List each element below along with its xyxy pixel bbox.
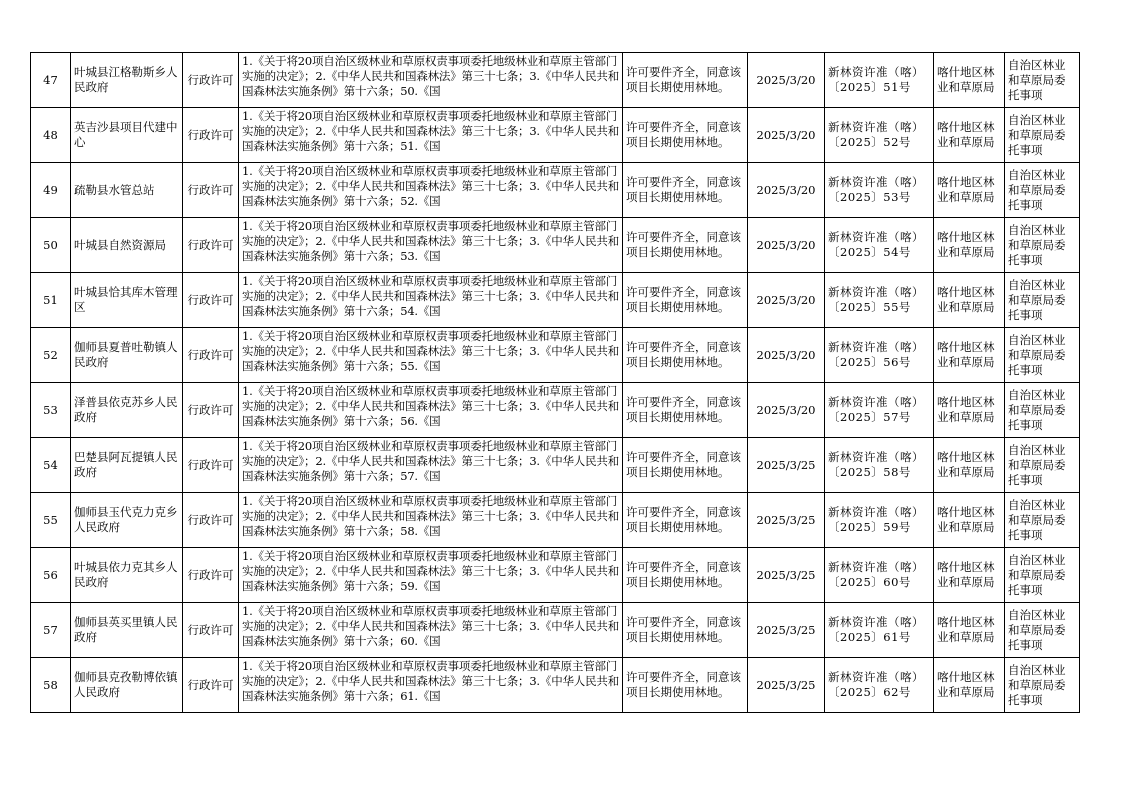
legal-basis-cell: 1.《关于将20项自治区级林业和草原权责事项委托地级林业和草原主管部门实施的决定》；2.《中华人民共和国森林法》第三十七条；3.《中华人民共和国森林法实施条例》第十六条；57.《国 bbox=[239, 438, 623, 493]
decision-date-cell: 2025/3/20 bbox=[748, 273, 825, 328]
remarks-cell: 自治区林业和草原局委托事项 bbox=[1005, 108, 1080, 163]
applicant-name-cell: 叶城县恰其库木管理区 bbox=[71, 273, 183, 328]
decision-date-cell: 2025/3/20 bbox=[748, 108, 825, 163]
remarks-cell: 自治区林业和草原局委托事项 bbox=[1005, 438, 1080, 493]
permit-table bbox=[30, 52, 1080, 713]
remarks-cell: 自治区林业和草原局委托事项 bbox=[1005, 383, 1080, 438]
legal-basis-cell: 1.《关于将20项自治区级林业和草原权责事项委托地级林业和草原主管部门实施的决定》；2.《中华人民共和国森林法》第三十七条；3.《中华人民共和国森林法实施条例》第十六条；51.《国 bbox=[239, 108, 623, 163]
permit-type-cell: 行政许可 bbox=[183, 328, 239, 383]
legal-basis-cell: 1.《关于将20项自治区级林业和草原权责事项委托地级林业和草原主管部门实施的决定》；2.《中华人民共和国森林法》第三十七条；3.《中华人民共和国森林法实施条例》第十六条；52.《国 bbox=[239, 163, 623, 218]
applicant-name-cell: 泽普县依克苏乡人民政府 bbox=[71, 383, 183, 438]
issuing-authority-cell: 喀什地区林业和草原局 bbox=[934, 548, 1005, 603]
decision-content-cell: 许可要件齐全，同意该项目长期使用林地。 bbox=[623, 383, 748, 438]
row-number-cell: 51 bbox=[31, 273, 71, 328]
document-number-cell: 新林资许准（喀）〔2025〕61号 bbox=[825, 603, 934, 658]
remarks-cell: 自治区林业和草原局委托事项 bbox=[1005, 273, 1080, 328]
legal-basis-cell: 1.《关于将20项自治区级林业和草原权责事项委托地级林业和草原主管部门实施的决定》；2.《中华人民共和国森林法》第三十七条；3.《中华人民共和国森林法实施条例》第十六条；60.《国 bbox=[239, 603, 623, 658]
document-number-cell: 新林资许准（喀）〔2025〕52号 bbox=[825, 108, 934, 163]
table-row bbox=[31, 53, 1080, 108]
permit-type-cell: 行政许可 bbox=[183, 603, 239, 658]
applicant-name-cell: 伽师县克孜勒博依镇人民政府 bbox=[71, 658, 183, 713]
table-row bbox=[31, 328, 1080, 383]
table-row bbox=[31, 108, 1080, 163]
permit-type-cell: 行政许可 bbox=[183, 273, 239, 328]
legal-basis-cell: 1.《关于将20项自治区级林业和草原权责事项委托地级林业和草原主管部门实施的决定》；2.《中华人民共和国森林法》第三十七条；3.《中华人民共和国森林法实施条例》第十六条；58.《国 bbox=[239, 493, 623, 548]
legal-basis-cell: 1.《关于将20项自治区级林业和草原权责事项委托地级林业和草原主管部门实施的决定》；2.《中华人民共和国森林法》第三十七条；3.《中华人民共和国森林法实施条例》第十六条；53.《国 bbox=[239, 218, 623, 273]
decision-date-cell: 2025/3/20 bbox=[748, 163, 825, 218]
row-number-cell: 57 bbox=[31, 603, 71, 658]
legal-basis-cell: 1.《关于将20项自治区级林业和草原权责事项委托地级林业和草原主管部门实施的决定》；2.《中华人民共和国森林法》第三十七条；3.《中华人民共和国森林法实施条例》第十六条；59.《国 bbox=[239, 548, 623, 603]
legal-basis-cell: 1.《关于将20项自治区级林业和草原权责事项委托地级林业和草原主管部门实施的决定》；2.《中华人民共和国森林法》第三十七条；3.《中华人民共和国森林法实施条例》第十六条；54.《国 bbox=[239, 273, 623, 328]
decision-date-cell: 2025/3/20 bbox=[748, 53, 825, 108]
remarks-cell: 自治区林业和草原局委托事项 bbox=[1005, 53, 1080, 108]
issuing-authority-cell: 喀什地区林业和草原局 bbox=[934, 218, 1005, 273]
decision-date-cell: 2025/3/20 bbox=[748, 218, 825, 273]
table-row bbox=[31, 548, 1080, 603]
decision-content-cell: 许可要件齐全，同意该项目长期使用林地。 bbox=[623, 548, 748, 603]
table-row bbox=[31, 603, 1080, 658]
applicant-name-cell: 伽师县玉代克力克乡人民政府 bbox=[71, 493, 183, 548]
decision-date-cell: 2025/3/25 bbox=[748, 493, 825, 548]
table-row bbox=[31, 438, 1080, 493]
decision-content-cell: 许可要件齐全，同意该项目长期使用林地。 bbox=[623, 108, 748, 163]
document-number-cell: 新林资许准（喀）〔2025〕53号 bbox=[825, 163, 934, 218]
row-number-cell: 54 bbox=[31, 438, 71, 493]
issuing-authority-cell: 喀什地区林业和草原局 bbox=[934, 658, 1005, 713]
document-number-cell: 新林资许准（喀）〔2025〕55号 bbox=[825, 273, 934, 328]
applicant-name-cell: 叶城县依力克其乡人民政府 bbox=[71, 548, 183, 603]
document-number-cell: 新林资许准（喀）〔2025〕51号 bbox=[825, 53, 934, 108]
issuing-authority-cell: 喀什地区林业和草原局 bbox=[934, 328, 1005, 383]
permit-type-cell: 行政许可 bbox=[183, 383, 239, 438]
applicant-name-cell: 疏勒县水管总站 bbox=[71, 163, 183, 218]
remarks-cell: 自治区林业和草原局委托事项 bbox=[1005, 163, 1080, 218]
table-row bbox=[31, 493, 1080, 548]
remarks-cell: 自治区林业和草原局委托事项 bbox=[1005, 658, 1080, 713]
decision-content-cell: 许可要件齐全，同意该项目长期使用林地。 bbox=[623, 328, 748, 383]
document-number-cell: 新林资许准（喀）〔2025〕58号 bbox=[825, 438, 934, 493]
row-number-cell: 58 bbox=[31, 658, 71, 713]
document-number-cell: 新林资许准（喀）〔2025〕57号 bbox=[825, 383, 934, 438]
remarks-cell: 自治区林业和草原局委托事项 bbox=[1005, 328, 1080, 383]
permit-type-cell: 行政许可 bbox=[183, 493, 239, 548]
legal-basis-cell: 1.《关于将20项自治区级林业和草原权责事项委托地级林业和草原主管部门实施的决定》；2.《中华人民共和国森林法》第三十七条；3.《中华人民共和国森林法实施条例》第十六条；55.《国 bbox=[239, 328, 623, 383]
issuing-authority-cell: 喀什地区林业和草原局 bbox=[934, 53, 1005, 108]
decision-date-cell: 2025/3/25 bbox=[748, 603, 825, 658]
decision-date-cell: 2025/3/25 bbox=[748, 548, 825, 603]
table-row bbox=[31, 658, 1080, 713]
document-number-cell: 新林资许准（喀）〔2025〕56号 bbox=[825, 328, 934, 383]
decision-date-cell: 2025/3/20 bbox=[748, 328, 825, 383]
document-number-cell: 新林资许准（喀）〔2025〕60号 bbox=[825, 548, 934, 603]
decision-date-cell: 2025/3/25 bbox=[748, 438, 825, 493]
issuing-authority-cell: 喀什地区林业和草原局 bbox=[934, 438, 1005, 493]
applicant-name-cell: 伽师县英买里镇人民政府 bbox=[71, 603, 183, 658]
legal-basis-cell: 1.《关于将20项自治区级林业和草原权责事项委托地级林业和草原主管部门实施的决定》；2.《中华人民共和国森林法》第三十七条；3.《中华人民共和国森林法实施条例》第十六条；61.《国 bbox=[239, 658, 623, 713]
applicant-name-cell: 伽师县夏普吐勒镇人民政府 bbox=[71, 328, 183, 383]
legal-basis-cell: 1.《关于将20项自治区级林业和草原权责事项委托地级林业和草原主管部门实施的决定》；2.《中华人民共和国森林法》第三十七条；3.《中华人民共和国森林法实施条例》第十六条；50.《国 bbox=[239, 53, 623, 108]
decision-content-cell: 许可要件齐全，同意该项目长期使用林地。 bbox=[623, 163, 748, 218]
issuing-authority-cell: 喀什地区林业和草原局 bbox=[934, 603, 1005, 658]
decision-content-cell: 许可要件齐全，同意该项目长期使用林地。 bbox=[623, 493, 748, 548]
row-number-cell: 56 bbox=[31, 548, 71, 603]
row-number-cell: 50 bbox=[31, 218, 71, 273]
row-number-cell: 47 bbox=[31, 53, 71, 108]
decision-content-cell: 许可要件齐全，同意该项目长期使用林地。 bbox=[623, 273, 748, 328]
issuing-authority-cell: 喀什地区林业和草原局 bbox=[934, 163, 1005, 218]
decision-content-cell: 许可要件齐全，同意该项目长期使用林地。 bbox=[623, 603, 748, 658]
document-number-cell: 新林资许准（喀）〔2025〕62号 bbox=[825, 658, 934, 713]
row-number-cell: 55 bbox=[31, 493, 71, 548]
document-number-cell: 新林资许准（喀）〔2025〕59号 bbox=[825, 493, 934, 548]
remarks-cell: 自治区林业和草原局委托事项 bbox=[1005, 548, 1080, 603]
issuing-authority-cell: 喀什地区林业和草原局 bbox=[934, 383, 1005, 438]
issuing-authority-cell: 喀什地区林业和草原局 bbox=[934, 273, 1005, 328]
issuing-authority-cell: 喀什地区林业和草原局 bbox=[934, 493, 1005, 548]
applicant-name-cell: 巴楚县阿瓦提镇人民政府 bbox=[71, 438, 183, 493]
table-row bbox=[31, 383, 1080, 438]
remarks-cell: 自治区林业和草原局委托事项 bbox=[1005, 493, 1080, 548]
table-row bbox=[31, 218, 1080, 273]
row-number-cell: 52 bbox=[31, 328, 71, 383]
permit-type-cell: 行政许可 bbox=[183, 218, 239, 273]
row-number-cell: 53 bbox=[31, 383, 71, 438]
table-body bbox=[31, 53, 1080, 713]
issuing-authority-cell: 喀什地区林业和草原局 bbox=[934, 108, 1005, 163]
row-number-cell: 48 bbox=[31, 108, 71, 163]
legal-basis-cell: 1.《关于将20项自治区级林业和草原权责事项委托地级林业和草原主管部门实施的决定》；2.《中华人民共和国森林法》第三十七条；3.《中华人民共和国森林法实施条例》第十六条；56.《国 bbox=[239, 383, 623, 438]
remarks-cell: 自治区林业和草原局委托事项 bbox=[1005, 218, 1080, 273]
table-row bbox=[31, 273, 1080, 328]
applicant-name-cell: 叶城县江格勒斯乡人民政府 bbox=[71, 53, 183, 108]
decision-date-cell: 2025/3/20 bbox=[748, 383, 825, 438]
document-number-cell: 新林资许准（喀）〔2025〕54号 bbox=[825, 218, 934, 273]
decision-content-cell: 许可要件齐全，同意该项目长期使用林地。 bbox=[623, 658, 748, 713]
permit-type-cell: 行政许可 bbox=[183, 163, 239, 218]
decision-date-cell: 2025/3/25 bbox=[748, 658, 825, 713]
permit-type-cell: 行政许可 bbox=[183, 108, 239, 163]
row-number-cell: 49 bbox=[31, 163, 71, 218]
permit-type-cell: 行政许可 bbox=[183, 548, 239, 603]
table-row bbox=[31, 163, 1080, 218]
remarks-cell: 自治区林业和草原局委托事项 bbox=[1005, 603, 1080, 658]
permit-type-cell: 行政许可 bbox=[183, 438, 239, 493]
decision-content-cell: 许可要件齐全，同意该项目长期使用林地。 bbox=[623, 438, 748, 493]
applicant-name-cell: 英吉沙县项目代建中心 bbox=[71, 108, 183, 163]
applicant-name-cell: 叶城县自然资源局 bbox=[71, 218, 183, 273]
permit-type-cell: 行政许可 bbox=[183, 53, 239, 108]
decision-content-cell: 许可要件齐全，同意该项目长期使用林地。 bbox=[623, 53, 748, 108]
decision-content-cell: 许可要件齐全，同意该项目长期使用林地。 bbox=[623, 218, 748, 273]
permit-type-cell: 行政许可 bbox=[183, 658, 239, 713]
